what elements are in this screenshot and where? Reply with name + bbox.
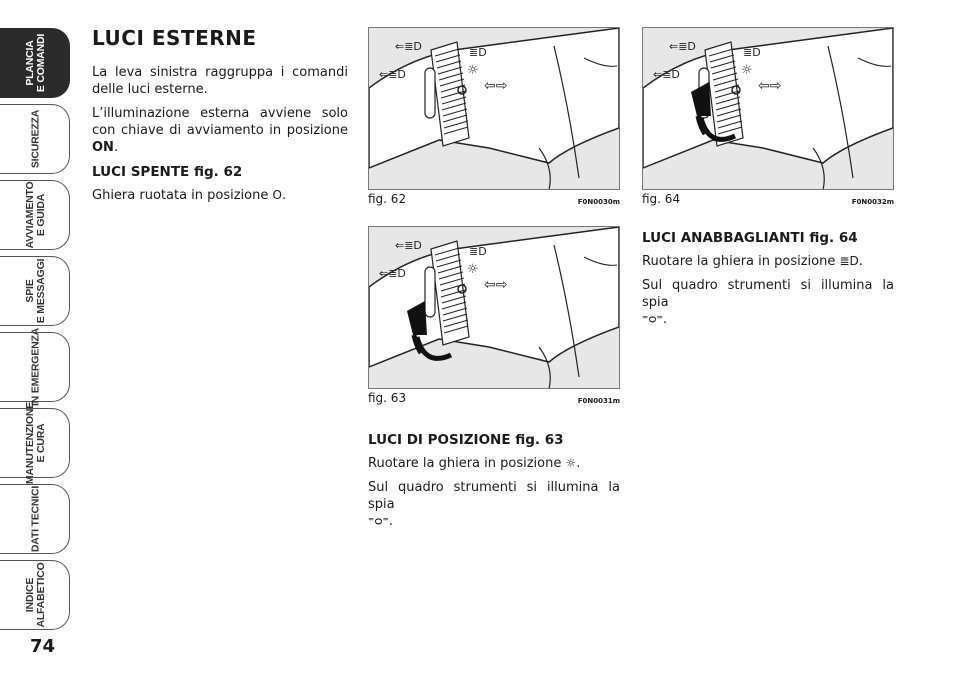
- figure-label: fig. 64: [642, 192, 681, 206]
- tab-in-emergenza[interactable]: [0, 327, 70, 407]
- figure-caption: [642, 192, 894, 206]
- intro-paragraph: La leva sinistra raggruppa i comandi delle luci esterne.: [92, 65, 348, 97]
- tab-label: MANUTENZIONE E CURA: [24, 401, 47, 485]
- ignition-paragraph: [92, 105, 348, 156]
- luci-anabbaglianti-text: [642, 253, 894, 270]
- tab-spie-messaggi[interactable]: [0, 256, 70, 326]
- tab-label: PLANCIA E COMANDI: [24, 33, 47, 93]
- tab-label: INDICE ALFABETICO: [24, 562, 47, 628]
- luci-anabbaglianti-section: [642, 222, 894, 335]
- stalk-illustration: [368, 226, 620, 389]
- luci-spente-text: [92, 187, 348, 204]
- figure-code: F0N0030m: [577, 198, 620, 206]
- page-number: 74: [30, 636, 56, 657]
- luci-posizione-heading: LUCI DI POSIZIONE fig. 63: [368, 432, 564, 448]
- luci-spente-label: Ghiera ruotata in posizione: [92, 188, 273, 203]
- luci-anabbaglianti-label: Ruotare la ghiera in posizione: [642, 254, 840, 269]
- luci-spente-heading: LUCI SPENTE fig. 62: [92, 164, 243, 180]
- dipped-beam-icon: ≣D: [839, 254, 859, 268]
- luci-anabbaglianti-heading: LUCI ANABBAGLIANTI fig. 64: [642, 230, 858, 246]
- luci-posizione-suffix: .: [576, 456, 581, 471]
- tab-manutenzione-cura[interactable]: [0, 401, 70, 485]
- tab-indice-alfabetico[interactable]: [0, 560, 70, 630]
- stalk-illustration: [642, 27, 894, 190]
- luci-posizione-text: [368, 455, 620, 472]
- ignition-text: L’illuminazione esterna avviene solo con chiave di avviamento in posizione: [92, 106, 348, 138]
- tab-label: SPIE E MESSAGGI: [24, 258, 47, 324]
- figure-62: [368, 27, 620, 206]
- luci-posizione-section: [368, 424, 620, 537]
- tab-label: IN EMERGENZA: [29, 327, 42, 407]
- warning-text: Sul quadro strumenti si illumina la spia: [642, 278, 894, 310]
- tab-label: AVVIAMENTO E GUIDA: [24, 181, 47, 249]
- luci-anabbaglianti-warning: [642, 277, 894, 328]
- tab-sicurezza[interactable]: [0, 104, 70, 174]
- warning-suffix: .: [388, 514, 394, 529]
- intro-column: [92, 64, 348, 211]
- figure-label: fig. 63: [368, 391, 407, 405]
- light-stalk-image: [369, 28, 620, 189]
- figure-64: [642, 27, 894, 206]
- figure-63: [368, 226, 620, 405]
- luci-posizione-label: Ruotare la ghiera in posizione: [368, 456, 566, 471]
- sidelight-warning-icon: ⁼ᴑ⁼: [642, 312, 663, 326]
- ignition-suffix: .: [113, 140, 119, 155]
- figure-code: F0N0031m: [577, 397, 620, 405]
- light-stalk-image: [643, 28, 894, 189]
- tab-avviamento-guida[interactable]: [0, 180, 70, 250]
- stalk-illustration: [368, 27, 620, 190]
- luci-spente-suffix: .: [281, 188, 287, 203]
- tab-plancia-comandi[interactable]: [0, 28, 70, 98]
- page-title: LUCI ESTERNE: [92, 26, 257, 50]
- warning-text: Sul quadro strumenti si illumina la spia: [368, 480, 620, 512]
- tab-label: DATI TECNICI: [29, 485, 42, 553]
- figure-label: fig. 62: [368, 192, 407, 206]
- figure-code: F0N0032m: [851, 198, 894, 206]
- tab-label: SICUREZZA: [29, 109, 42, 169]
- light-stalk-image: [369, 227, 620, 388]
- tab-dati-tecnici[interactable]: [0, 484, 70, 554]
- warning-suffix: .: [662, 312, 668, 327]
- ignition-on-label: ON: [92, 140, 114, 155]
- figure-caption: [368, 391, 620, 405]
- figure-caption: [368, 192, 620, 206]
- luci-posizione-warning: [368, 479, 620, 530]
- position-light-icon: ☼: [565, 456, 577, 470]
- sidelight-warning-icon: ⁼ᴑ⁼: [368, 514, 389, 528]
- luci-anabbaglianti-suffix: .: [858, 254, 863, 269]
- off-position-icon: O: [272, 188, 282, 202]
